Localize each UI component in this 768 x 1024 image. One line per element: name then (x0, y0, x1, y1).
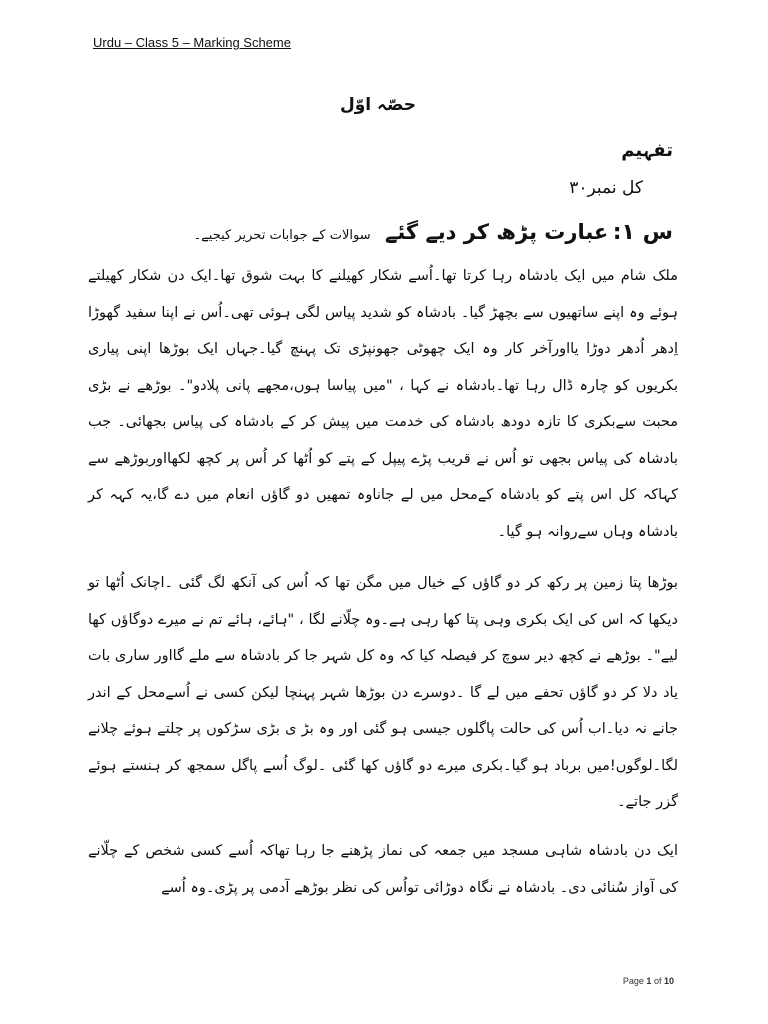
document-header: Urdu – Class 5 – Marking Scheme (93, 35, 291, 50)
passage-paragraph-3: ایک دن بادشاہ شاہی مسجد میں جمعہ کی نماز پڑھنے جا رہا تھاکہ اُسے کسی شخص کے چلّانے کی آواز سُنائی دی۔ بادشاہ نے نگاہ دوڑائی تواُس کی نظر بوڑھے آدمی پر پڑی۔وہ اُسے (88, 843, 678, 896)
question-number: س ۱: (612, 220, 673, 245)
page-number (623, 976, 674, 986)
question-instruction: سوالات کے جوابات تحریر کیجیے۔ (193, 228, 371, 243)
total-marks: کل نمبر۳۰ (569, 178, 643, 198)
page-current: 1 (646, 976, 652, 986)
question-title: عبارت پڑھ کر دیے گئے (385, 220, 609, 244)
page-of: of (653, 976, 662, 986)
page-label: Page (622, 976, 644, 986)
comprehension-heading: تفہیم (621, 140, 673, 161)
section-title: حصّہ اوّل (339, 95, 416, 115)
page-total: 10 (663, 976, 674, 986)
passage-paragraph-1: ملک شام میں ایک بادشاہ رہا کرتا تھا۔اُسے شکار کھیلنے کا بہت شوق تھا۔ایک دن شکار کھیلتے ہوئے وہ اپنے ساتھیوں سے بچھڑ گیا۔ بادشاہ کو شدید پیاس لگی ہوئی تھی۔اُس نے اپنا سفید گھوڑا اِدھر اُدھر دوڑا یااورآخر کار وہ ایک چھوٹی جھونپڑی تک پہنچ گیا۔جہاں ایک بوڑھا اپنی پیاری بکریوں کو چارہ ڈال رہا تھا۔بادشاہ نے کہا ، "میں پیاسا ہوں،مجھے پانی پلادو"۔ بوڑھے نے بڑی محبت سےبکری کا تازہ دودھ بادشاہ کی خدمت میں پیش کر کے بادشاہ کی پیاس بجھائی۔ جب بادشاہ کی پیاس بجھی تو اُس نے قریب پڑے پیپل کے پتے کو اُٹھا کر اُس پر کچھ لکھااوربوڑھے سے کہاکہ کل اس پتے کو بادشاہ کےمحل میں لے جاناوہ تمھیں دو گاؤں انعام میں دے گا،یہ کہہ کر بادشاہ وہاں سےروانہ ہو گیا۔ (88, 268, 678, 540)
passage-paragraph-2: بوڑھا پتا زمین پر رکھ کر دو گاؤں کے خیال میں مگن تھا کہ اُس کی آنکھ لگ گئی ۔اچانک اُٹھا تو دیکھا کہ اس کی ایک بکری وہی پتا کھا رہی ہے۔وہ چلّانے لگا ، "ہائے، ہائے تم نے میرے دوگاؤں کھا لیے"۔ بوڑھے نے کچھ دیر سوچ کر فیصلہ کیا کہ وہ کل شہر جا کر بادشاہ سے ملے گااور ساری بات یاد دلا کر دو گاؤں تحفے میں لے گا ۔دوسرے دن بوڑھا شہر پہنچا لیکن کسی نے اُسےمحل کے اندر جانے نہ دیا۔اب اُس کی حالت پاگلوں جیسی ہو گئی اور وہ بڑ ی بڑی سڑکوں پر چلتے ہوئے چلانے لگا۔لوگوں!میں برباد ہو گیا۔بکری میرے دو گاؤں کھا گئی ۔لوگ اُسے پاگل سمجھ کر ہنستے ہوئے گزر جاتے۔ (88, 575, 678, 810)
question-heading (93, 220, 673, 245)
